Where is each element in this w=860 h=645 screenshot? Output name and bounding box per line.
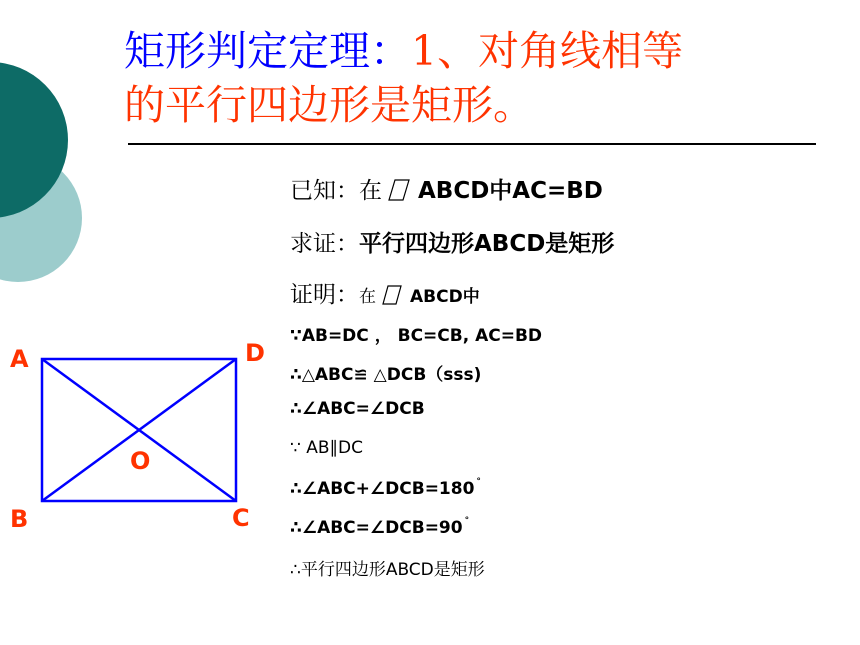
- decorative-circles: [0, 0, 120, 360]
- slide-title: [124, 24, 824, 132]
- proof-step-3: ∴∠ABC=∠DCB: [290, 399, 425, 419]
- parallelogram-icon: [382, 285, 402, 305]
- vertex-label-a: A: [10, 345, 29, 373]
- title-underline: [128, 143, 816, 145]
- given-label: 已知：在: [290, 178, 382, 204]
- proof-label: 证明：: [290, 282, 359, 308]
- proof-step-7: ∴平行四边形ABCD是矩形: [290, 560, 485, 580]
- degree-mark: °: [464, 516, 470, 526]
- vertex-label-d: D: [245, 339, 265, 367]
- center-label-o: O: [130, 447, 151, 475]
- proof-step-6: [290, 516, 469, 538]
- title-theorem-part1: 1、对角线相等: [411, 27, 684, 75]
- prove-statement: 平行四边形ABCD是矩形: [359, 231, 615, 257]
- proof-step-4: ∵ AB∥DC: [290, 438, 363, 458]
- given-statement: ABCD中AC=BD: [418, 178, 603, 204]
- vertex-label-c: C: [232, 504, 250, 532]
- proof-step-6-text: ∴∠ABC=∠DCB=90: [290, 518, 463, 538]
- title-theorem-label: 矩形判定定理：: [124, 27, 411, 75]
- proof-in-text: ABCD中: [410, 287, 480, 307]
- prove-label: 求证：: [290, 231, 359, 257]
- given-line: [290, 172, 603, 205]
- proof-step-1: ∵AB=DC ， BC=CB, AC=BD: [290, 326, 543, 346]
- proof-step-5-text: ∴∠ABC+∠DCB=180: [290, 479, 475, 499]
- proof-line: [290, 276, 480, 309]
- vertex-label-b: B: [10, 505, 29, 533]
- title-theorem-part2: 的平行四边形是矩形。: [124, 81, 534, 129]
- parallelogram-icon: [388, 178, 410, 202]
- proof-step-2: ∴△ABC≌ △DCB（sss): [290, 365, 482, 385]
- prove-line: [290, 225, 614, 258]
- proof-in: 在: [359, 287, 376, 307]
- degree-mark: °: [476, 477, 481, 487]
- proof-step-5: [290, 477, 481, 499]
